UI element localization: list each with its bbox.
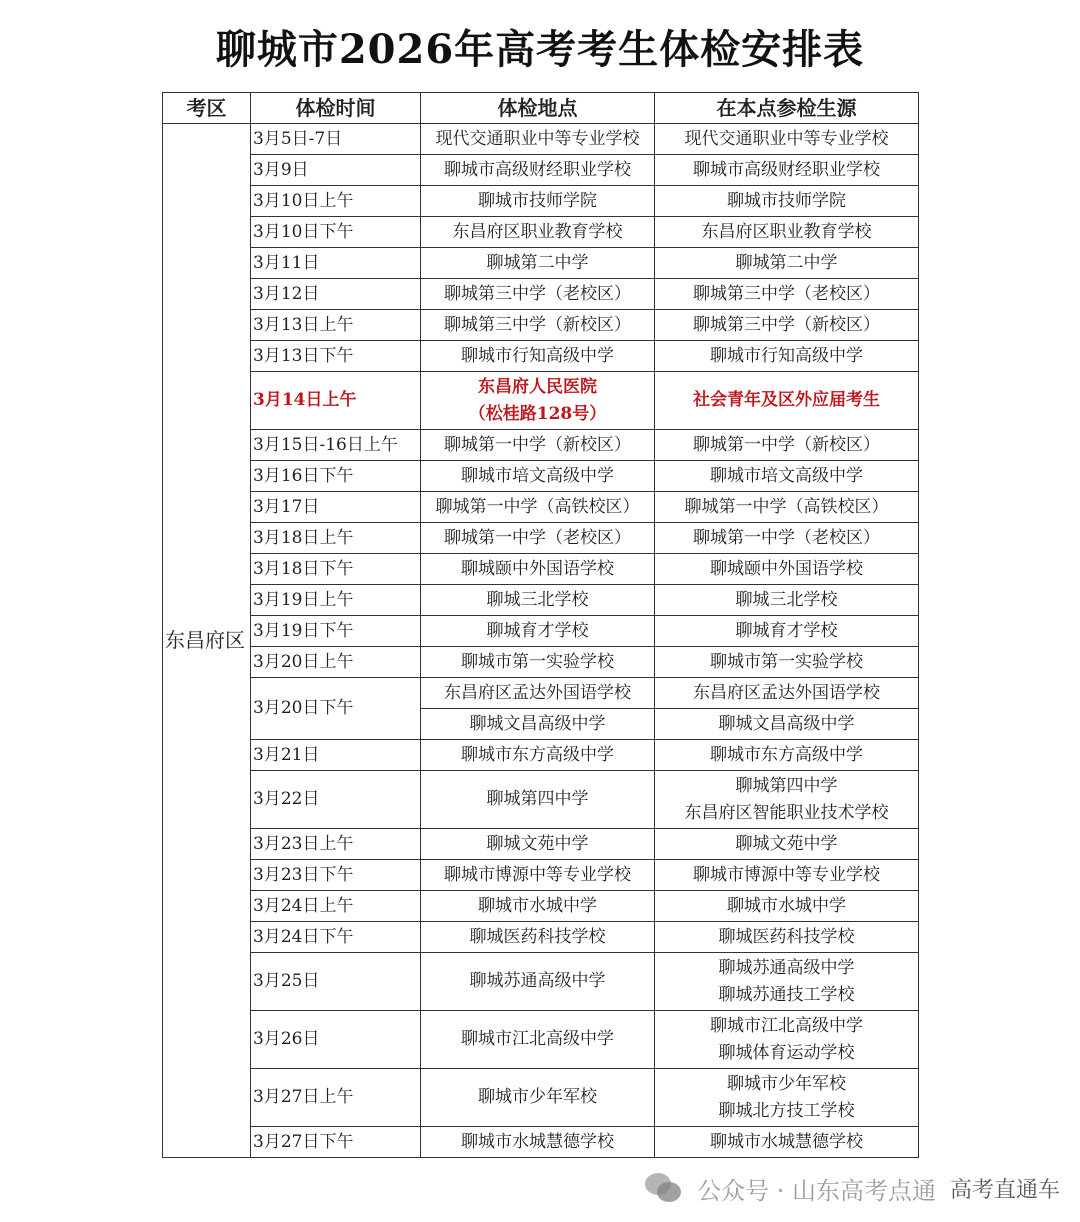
header-time: 体检时间: [251, 93, 421, 124]
table-row: [163, 740, 919, 771]
location-cell: [421, 523, 655, 554]
time-cell: 3月27日上午: [251, 1069, 421, 1127]
location-cell: [421, 310, 655, 341]
source-line: 东昌府区智能职业技术学校: [684, 802, 889, 823]
location-cell: [421, 678, 655, 709]
source-cell: [655, 523, 919, 554]
table-row: [163, 1069, 919, 1127]
location-cell: [421, 492, 655, 523]
source-cell: [655, 341, 919, 372]
time-cell: 3月19日下午: [251, 616, 421, 647]
source-line: 聊城体育运动学校: [718, 1042, 855, 1063]
location-line: （松桂路128号）: [468, 403, 607, 424]
source-line: 聊城第一中学（高铁校区）: [684, 496, 889, 517]
location-cell: [421, 860, 655, 891]
location-cell: [421, 461, 655, 492]
location-line: 聊城第四中学: [486, 789, 589, 809]
source-line: 聊城三北学校: [735, 589, 838, 610]
source-line: 聊城苏通高级中学: [718, 957, 855, 978]
location-line: 聊城市少年军校: [478, 1087, 597, 1107]
table-row: [163, 124, 919, 155]
source-line: 聊城文苑中学: [735, 833, 838, 854]
time-cell: 3月24日下午: [251, 922, 421, 953]
source-line: 聊城第一中学（老校区）: [693, 527, 880, 548]
table-row: [163, 891, 919, 922]
location-cell: [421, 186, 655, 217]
location-cell: [421, 585, 655, 616]
source-line: 社会青年及区外应届考生: [693, 390, 880, 410]
location-cell: [421, 922, 655, 953]
source-line: 聊城市培文高级中学: [710, 465, 863, 486]
source-cell: [655, 585, 919, 616]
location-line: 聊城医药科技学校: [469, 926, 606, 947]
source-line: 聊城市高级财经职业学校: [693, 159, 880, 180]
source-line: 聊城第二中学: [735, 252, 838, 273]
location-cell: [421, 829, 655, 860]
table-row: [163, 186, 919, 217]
location-line: 聊城市博源中等专业学校: [444, 864, 631, 885]
time-cell: 3月10日上午: [251, 186, 421, 217]
time-cell: 3月24日上午: [251, 891, 421, 922]
time-cell: 3月12日: [251, 279, 421, 310]
location-line: 聊城市培文高级中学: [461, 465, 614, 486]
source-line: 聊城北方技工学校: [718, 1100, 855, 1121]
location-cell: [421, 616, 655, 647]
location-cell: [421, 891, 655, 922]
source-cell: [655, 678, 919, 709]
source-cell: [655, 891, 919, 922]
time-cell: 3月15日-16日上午: [251, 430, 421, 461]
source-line: 聊城市技师学院: [727, 190, 846, 211]
header-location: 体检地点: [421, 93, 655, 124]
table-row: [163, 248, 919, 279]
time-cell: 3月27日下午: [251, 1127, 421, 1158]
source-cell: [655, 1011, 919, 1069]
source-line: 聊城市行知高级中学: [710, 345, 863, 366]
source-line: 聊城苏通技工学校: [718, 984, 855, 1005]
location-cell: [421, 372, 655, 430]
location-cell: [421, 647, 655, 678]
table-row: [163, 523, 919, 554]
location-line: 聊城第三中学（老校区）: [444, 283, 631, 304]
location-line: 聊城市高级财经职业学校: [444, 159, 631, 180]
source-cell: [655, 124, 919, 155]
location-line: 聊城市水城慧德学校: [461, 1131, 614, 1152]
time-cell: 3月22日: [251, 771, 421, 829]
time-cell: 3月9日: [251, 155, 421, 186]
time-cell: 3月23日上午: [251, 829, 421, 860]
source-line: 聊城颐中外国语学校: [710, 558, 863, 579]
source-line: 聊城市少年军校: [727, 1073, 846, 1094]
location-line: 聊城市技师学院: [478, 190, 597, 211]
time-cell: 3月16日下午: [251, 461, 421, 492]
location-line: 东昌府区孟达外国语学校: [444, 682, 631, 703]
source-line: 聊城第三中学（老校区）: [693, 283, 880, 304]
table-row: [163, 155, 919, 186]
table-row: [163, 860, 919, 891]
time-cell: 3月14日上午: [251, 372, 421, 430]
source-line: 聊城文昌高级中学: [718, 713, 855, 734]
table-row: [163, 771, 919, 829]
wechat-icon: [643, 1170, 683, 1206]
table-row: [163, 585, 919, 616]
time-cell: 3月25日: [251, 953, 421, 1011]
location-cell: [421, 1127, 655, 1158]
table-row: [163, 430, 919, 461]
location-line: 聊城文苑中学: [486, 833, 589, 854]
table-header-row: [163, 93, 919, 124]
source-cell: [655, 461, 919, 492]
table-row: [163, 492, 919, 523]
location-cell: [421, 279, 655, 310]
location-cell: [421, 430, 655, 461]
source-cell: [655, 217, 919, 248]
source-cell: [655, 186, 919, 217]
time-cell: 3月19日上午: [251, 585, 421, 616]
location-cell: [421, 709, 655, 740]
source-line: 聊城市水城中学: [727, 895, 846, 916]
location-line: 现代交通职业中等专业学校: [435, 128, 640, 149]
time-cell: 3月23日下午: [251, 860, 421, 891]
time-cell: 3月21日: [251, 740, 421, 771]
source-cell: [655, 616, 919, 647]
source-cell: [655, 248, 919, 279]
source-cell: [655, 709, 919, 740]
location-cell: [421, 1011, 655, 1069]
source-cell: [655, 922, 919, 953]
source-line: 聊城第四中学: [735, 775, 838, 796]
source-cell: [655, 310, 919, 341]
watermark-row: [643, 1168, 1060, 1208]
time-cell: 3月18日上午: [251, 523, 421, 554]
location-line: 东昌府区职业教育学校: [452, 221, 623, 242]
location-line: 聊城第二中学: [486, 252, 589, 273]
table-row: [163, 372, 919, 430]
watermark: 公众号 · 山东高考点通: [697, 1176, 936, 1205]
source-line: 聊城市博源中等专业学校: [693, 864, 880, 885]
source-line: 聊城医药科技学校: [718, 926, 855, 947]
table-row: [163, 217, 919, 248]
location-cell: [421, 554, 655, 585]
location-line: 聊城苏通高级中学: [469, 971, 606, 991]
location-line: 聊城育才学校: [486, 620, 589, 641]
source-cell: [655, 647, 919, 678]
source-line: 东昌府区职业教育学校: [701, 221, 872, 242]
table-row: [163, 341, 919, 372]
source-cell: [655, 953, 919, 1011]
time-cell: 3月13日上午: [251, 310, 421, 341]
location-line: 聊城市江北高级中学: [461, 1029, 614, 1049]
time-cell: 3月17日: [251, 492, 421, 523]
table-row: [163, 647, 919, 678]
time-cell: 3月10日下午: [251, 217, 421, 248]
time-cell: 3月20日下午: [251, 678, 421, 740]
table-row: [163, 310, 919, 341]
time-cell: 3月11日: [251, 248, 421, 279]
source-cell: [655, 1127, 919, 1158]
source-cell: [655, 771, 919, 829]
source-cell: [655, 860, 919, 891]
location-cell: [421, 217, 655, 248]
header-source: 在本点参检生源: [655, 93, 919, 124]
table-row: [163, 461, 919, 492]
location-cell: [421, 248, 655, 279]
source-cell: [655, 155, 919, 186]
source-line: 聊城市水城慧德学校: [710, 1131, 863, 1152]
table-row: [163, 616, 919, 647]
time-cell: 3月5日-7日: [251, 124, 421, 155]
location-line: 聊城市东方高级中学: [461, 744, 614, 765]
table-row: [163, 1127, 919, 1158]
source-line: 聊城育才学校: [735, 620, 838, 641]
location-cell: [421, 740, 655, 771]
time-cell: 3月26日: [251, 1011, 421, 1069]
location-line: 聊城市第一实验学校: [461, 651, 614, 672]
table-row: [163, 953, 919, 1011]
location-cell: [421, 124, 655, 155]
source-cell: [655, 279, 919, 310]
location-cell: [421, 155, 655, 186]
source-cell: [655, 740, 919, 771]
table-row: [163, 678, 919, 709]
source-cell: [655, 430, 919, 461]
location-line: 聊城三北学校: [486, 589, 589, 610]
schedule-table: [162, 92, 919, 1158]
source-cell: [655, 1069, 919, 1127]
time-cell: 3月20日上午: [251, 647, 421, 678]
location-cell: [421, 953, 655, 1011]
source-cell: [655, 372, 919, 430]
location-line: 聊城颐中外国语学校: [461, 558, 614, 579]
source-line: 聊城市东方高级中学: [710, 744, 863, 765]
table-row: [163, 554, 919, 585]
location-line: 聊城市行知高级中学: [461, 345, 614, 366]
location-line: 聊城第三中学（新校区）: [444, 314, 631, 335]
location-cell: [421, 1069, 655, 1127]
location-line: 聊城市水城中学: [478, 895, 597, 916]
location-line: 聊城第一中学（老校区）: [444, 527, 631, 548]
source-line: 聊城市江北高级中学: [710, 1015, 863, 1036]
district-cell: 东昌府区: [163, 124, 251, 1158]
table-row: [163, 922, 919, 953]
source-line: 聊城第一中学（新校区）: [693, 434, 880, 455]
watermark-secondary: 高考直通车: [949, 1177, 1060, 1203]
source-line: 东昌府区孟达外国语学校: [693, 682, 880, 703]
source-cell: [655, 492, 919, 523]
table-row: [163, 829, 919, 860]
location-cell: [421, 341, 655, 372]
table-row: [163, 1011, 919, 1069]
source-line: 现代交通职业中等专业学校: [684, 128, 889, 149]
source-cell: [655, 554, 919, 585]
location-line: 东昌府人民医院: [478, 376, 597, 397]
header-district: 考区: [163, 93, 251, 124]
page-title: 聊城市2026年高考考生体检安排表: [215, 26, 865, 73]
source-line: 聊城市第一实验学校: [710, 651, 863, 672]
location-cell: [421, 771, 655, 829]
location-line: 聊城第一中学（新校区）: [444, 434, 631, 455]
source-cell: [655, 829, 919, 860]
time-cell: 3月13日下午: [251, 341, 421, 372]
location-line: 聊城文昌高级中学: [469, 713, 606, 734]
source-line: 聊城第三中学（新校区）: [693, 314, 880, 335]
table-row: [163, 279, 919, 310]
time-cell: 3月18日下午: [251, 554, 421, 585]
location-line: 聊城第一中学（高铁校区）: [435, 496, 640, 517]
